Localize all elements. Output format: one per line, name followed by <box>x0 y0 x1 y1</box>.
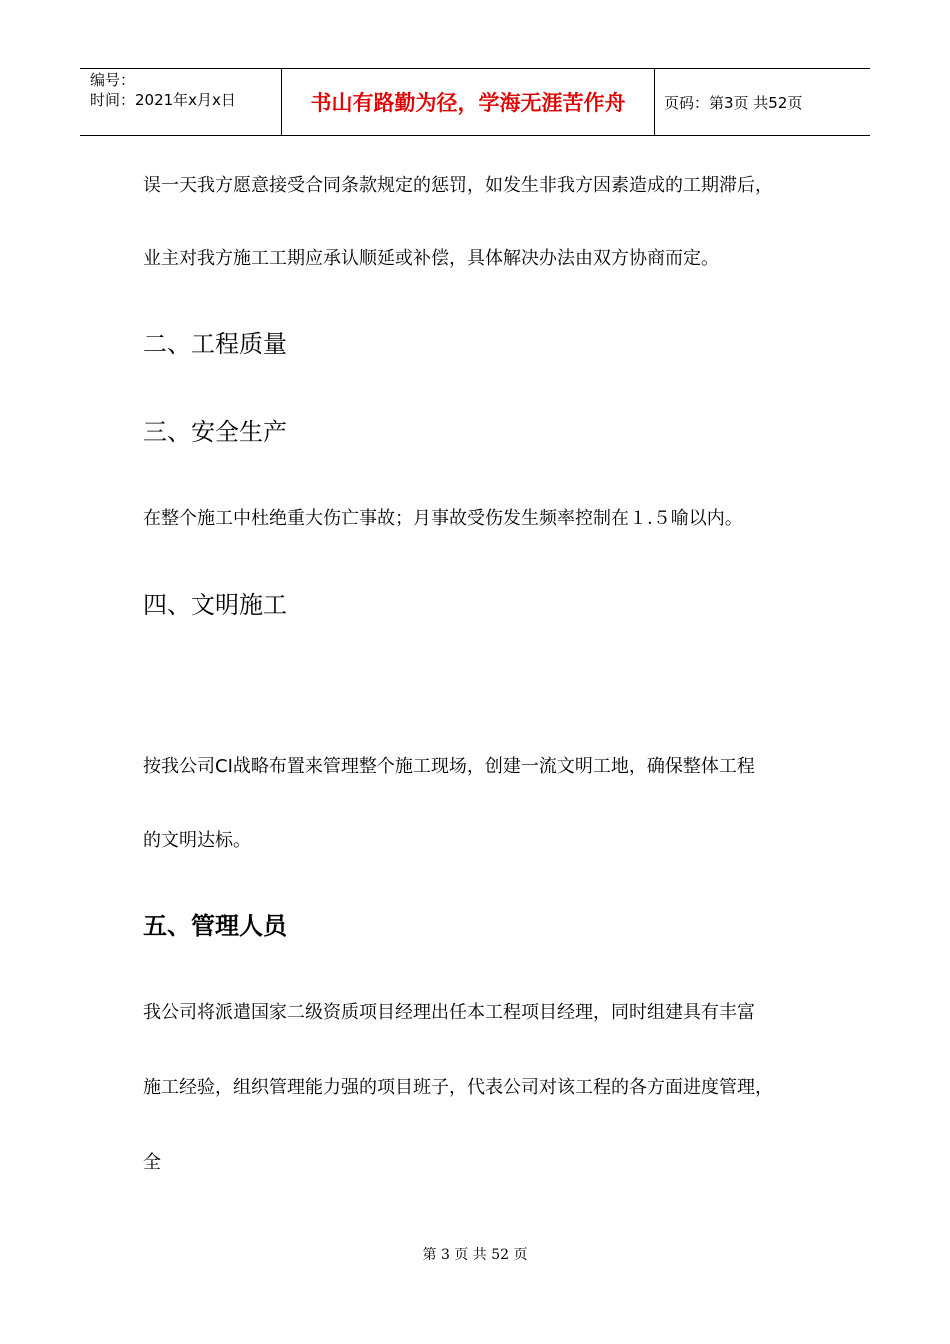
number-label: 编号： <box>90 71 136 89</box>
section-heading-safety: 三、安全生产 <box>143 418 287 446</box>
header-left-cell <box>80 69 282 135</box>
header-motto: 书山有路勤为径，学海无涯苦作舟 <box>310 91 626 115</box>
header-middle-cell <box>282 69 655 135</box>
paragraph-line: 误一天我方愿意接受合同条款规定的惩罚，如发生非我方因素造成的工期滞后， <box>143 175 773 196</box>
paragraph-line: 业主对我方施工工期应承认顺延或补偿，具体解决办法由双方协商而定。 <box>143 248 719 269</box>
page-header <box>80 68 870 136</box>
paragraph-line: 按我公司CI战略布置来管理整个施工现场，创建一流文明工地，确保整体工程 <box>143 756 755 777</box>
section-heading-civil: 四、文明施工 <box>143 591 287 619</box>
paragraph-line: 全 <box>143 1152 161 1173</box>
page-footer: 第 3 页 共 52 页 <box>422 1247 528 1263</box>
paragraph-line: 的文明达标。 <box>143 830 251 851</box>
section-heading-staff: 五、管理人员 <box>143 912 287 940</box>
paragraph-line: 在整个施工中杜绝重大伤亡事故；月事故受伤发生频率控制在１.５喻以内。 <box>143 508 743 529</box>
paragraph-line: 施工经验，组织管理能力强的项目班子，代表公司对该工程的各方面进度管理， <box>143 1077 773 1098</box>
paragraph-line: 我公司将派遣国家二级资质项目经理出任本工程项目经理，同时组建具有丰富 <box>143 1002 755 1023</box>
header-right-cell <box>655 69 870 135</box>
section-heading-quality: 二、工程质量 <box>143 330 287 358</box>
time-label: 时间：2021年x月x日 <box>90 91 236 109</box>
header-page-info: 页码：第3页 共52页 <box>664 94 803 112</box>
